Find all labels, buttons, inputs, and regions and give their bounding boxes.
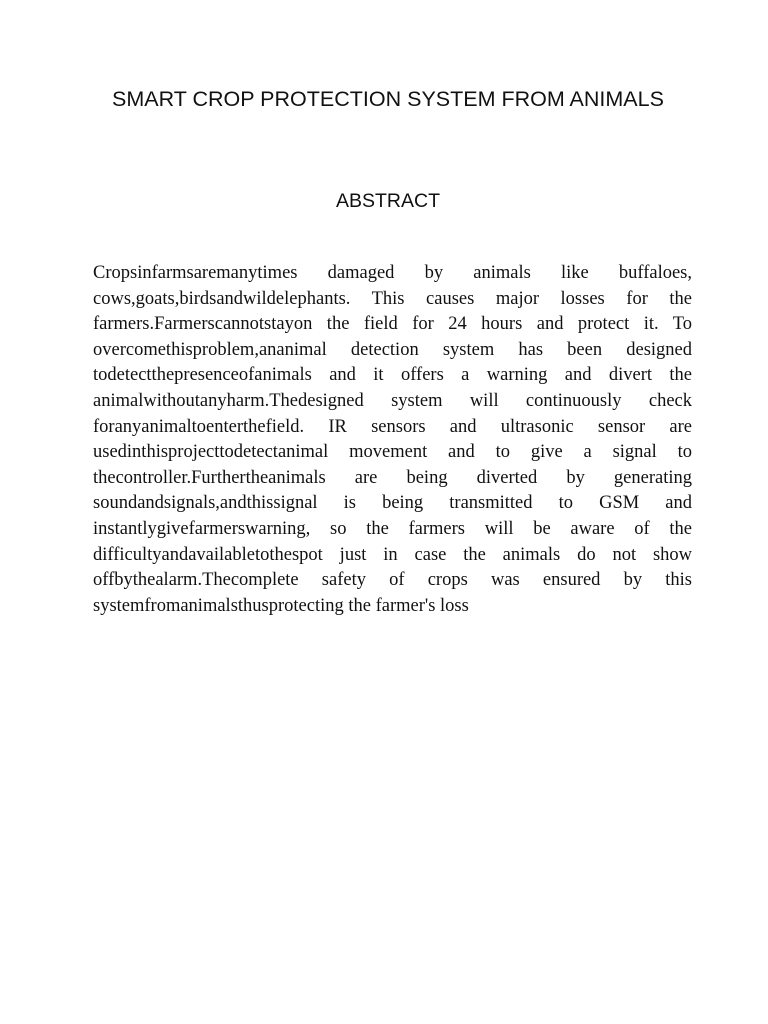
abstract-line: todetectthepresenceofanimals and it offers a warning and divert the bbox=[93, 365, 692, 386]
abstract-line: cows,goats,birdsandwildelephants. This causes major losses for the bbox=[93, 288, 692, 309]
abstract-paragraph bbox=[93, 261, 692, 619]
abstract-line: systemfromanimalsthusprotecting the farmer's loss bbox=[93, 595, 469, 616]
abstract-line: foranyanimaltoenterthefield. IR sensors and ultrasonic sensor are bbox=[93, 416, 692, 437]
abstract-line: difficultyandavailabletothespot just in case the animals do not show bbox=[93, 544, 692, 565]
abstract-line: farmers.Farmerscannotstayon the field for 24 hours and protect it. To bbox=[93, 314, 692, 335]
abstract-line: overcomethisproblem,ananimal detection system has been designed bbox=[93, 339, 692, 360]
abstract-line: offbythealarm.Thecomplete safety of crops was ensured by this bbox=[93, 570, 692, 591]
abstract-line: usedinthisprojecttodetectanimal movement and to give a signal to bbox=[93, 442, 692, 463]
abstract-line: soundandsignals,andthissignal is being transmitted to GSM and bbox=[93, 493, 692, 514]
abstract-line: instantlygivefarmerswarning, so the farmers will be aware of the bbox=[93, 518, 692, 539]
abstract-line: Cropsinfarmsaremanytimes damaged by animals like buffaloes, bbox=[93, 263, 692, 283]
abstract-heading: ABSTRACT bbox=[335, 190, 440, 212]
abstract-line: animalwithoutanyharm.Thedesigned system will continuously check bbox=[93, 390, 692, 411]
abstract-line: thecontroller.Furthertheanimals are being diverted by generating bbox=[93, 467, 692, 488]
document-title: SMART CROP PROTECTION SYSTEM FROM ANIMALS bbox=[112, 87, 664, 111]
